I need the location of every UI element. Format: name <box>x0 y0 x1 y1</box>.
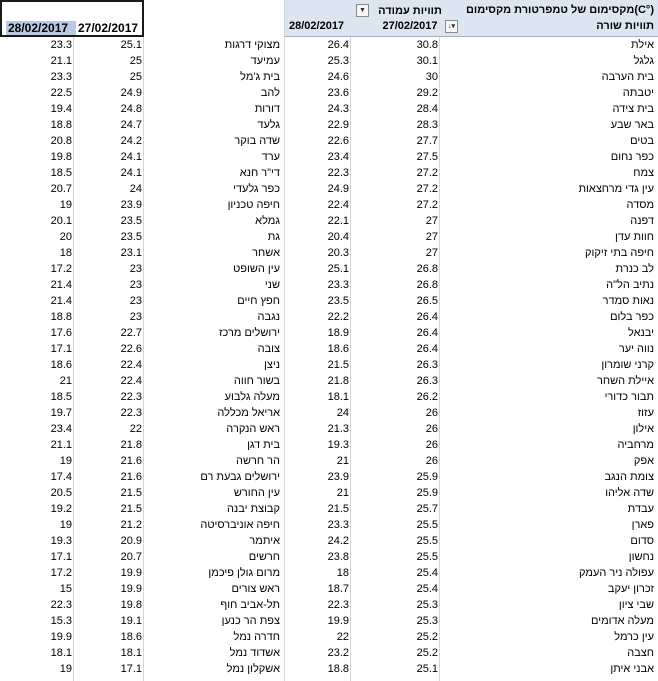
pivot-row-label[interactable]: חוות עדן <box>615 231 654 243</box>
left-value-27-02[interactable]: 21.5 <box>120 503 142 515</box>
pivot-row-label[interactable]: איילת השחר <box>596 375 654 387</box>
pivot-value-28-02[interactable]: 22.4 <box>327 199 349 211</box>
left-value-28-02[interactable]: 18.5 <box>50 391 72 403</box>
pivot-row-label[interactable]: צמח <box>633 167 654 179</box>
pivot-value-28-02[interactable]: 22.9 <box>327 119 349 131</box>
left-station-name[interactable]: גת <box>267 231 280 243</box>
pivot-value-27-02[interactable]: 27.2 <box>416 183 438 195</box>
left-value-28-02[interactable]: 21.4 <box>50 295 72 307</box>
left-station-name[interactable]: מעלה גלבוע <box>224 391 280 403</box>
pivot-value-27-02[interactable]: 27.2 <box>416 167 438 179</box>
left-value-27-02[interactable]: 18.1 <box>120 647 142 659</box>
pivot-row-label[interactable]: מרחביה <box>617 439 654 451</box>
table-row <box>0 629 658 645</box>
left-value-27-02[interactable]: 21.5 <box>120 487 142 499</box>
row-sort-filter-icon[interactable]: ↓▾ <box>445 20 458 33</box>
left-header-selection[interactable] <box>0 0 144 37</box>
left-station-name[interactable]: עין החורש <box>233 487 280 499</box>
left-value-28-02[interactable]: 15 <box>59 583 72 595</box>
pivot-value-27-02[interactable]: 26.8 <box>416 279 438 291</box>
left-value-28-02[interactable]: 20.8 <box>50 135 72 147</box>
left-value-27-02[interactable]: 17.1 <box>120 663 142 675</box>
left-value-27-02[interactable]: 20.7 <box>120 551 142 563</box>
pivot-row-label[interactable]: דפנה <box>630 215 654 227</box>
left-value-27-02[interactable]: 19.1 <box>120 615 142 627</box>
left-value-27-02[interactable]: 19.8 <box>120 599 142 611</box>
left-value-27-02[interactable]: 24.1 <box>120 151 142 163</box>
pivot-value-27-02[interactable]: 27.7 <box>416 135 438 147</box>
left-value-28-02[interactable]: 21.1 <box>50 439 72 451</box>
pivot-column-field-header <box>370 4 450 34</box>
pivot-value-28-02[interactable]: 23.9 <box>327 471 349 483</box>
left-station-name[interactable]: דורות <box>254 103 280 115</box>
pivot-header-date-1[interactable]: 28/02/2017 <box>289 20 345 32</box>
table-row <box>0 149 658 165</box>
left-station-name[interactable]: ראש צורים <box>231 583 280 595</box>
left-value-28-02[interactable]: 23.3 <box>50 71 72 83</box>
left-station-name[interactable]: חיפה אוניברסיטה <box>200 519 280 531</box>
pivot-value-28-02[interactable]: 18.1 <box>327 391 349 403</box>
left-station-name[interactable]: ראש הנקרה <box>226 423 280 435</box>
row-labels-title: תוויות שורה <box>596 20 654 32</box>
table-row <box>0 485 658 501</box>
pivot-row-label[interactable]: אילת <box>631 39 654 51</box>
left-station-name[interactable]: חרשים <box>248 551 280 563</box>
pivot-value-27-02[interactable]: 27.2 <box>416 199 438 211</box>
table-row <box>0 453 658 469</box>
left-station-name[interactable]: שדה בוקר <box>234 135 280 147</box>
table-row <box>0 501 658 517</box>
pivot-value-28-02[interactable]: 21 <box>336 487 349 499</box>
pivot-row-label[interactable]: עין גדי מרחצאות <box>578 183 654 195</box>
left-station-name[interactable]: בית דגן <box>247 439 280 451</box>
left-value-27-02[interactable]: 21.8 <box>120 439 142 451</box>
pivot-value-27-02[interactable]: 25.3 <box>416 599 438 611</box>
pivot-value-28-02[interactable]: 22.3 <box>327 599 349 611</box>
pivot-row-label[interactable]: עפולה ניר העמק <box>579 567 654 579</box>
left-value-28-02[interactable]: 22.3 <box>50 599 72 611</box>
left-value-27-02[interactable]: 22.4 <box>120 359 142 371</box>
pivot-value-27-02[interactable]: 25.3 <box>416 615 438 627</box>
pivot-row-label[interactable]: פארן <box>631 519 654 531</box>
table-row <box>0 661 658 677</box>
pivot-row-label[interactable]: תבור כדורי <box>604 391 654 403</box>
left-value-27-02[interactable]: 23 <box>129 279 142 291</box>
left-value-28-02[interactable]: 18.5 <box>50 167 72 179</box>
left-value-27-02[interactable]: 19.9 <box>120 583 142 595</box>
table-row <box>0 389 658 405</box>
pivot-row-label[interactable]: אפק <box>633 455 654 467</box>
left-value-28-02[interactable]: 19 <box>59 199 72 211</box>
table-row <box>0 581 658 597</box>
left-station-name[interactable]: שני <box>264 279 280 291</box>
table-row <box>0 613 658 629</box>
left-value-28-02[interactable]: 17.4 <box>50 471 72 483</box>
sheet-rows <box>0 37 658 677</box>
left-value-27-02[interactable]: 21.6 <box>120 455 142 467</box>
pivot-value-27-02[interactable]: 25.5 <box>416 551 438 563</box>
left-value-27-02[interactable]: 22.6 <box>120 343 142 355</box>
pivot-value-28-02[interactable]: 22.2 <box>327 311 349 323</box>
left-value-28-02[interactable]: 23.4 <box>50 423 72 435</box>
pivot-row-label[interactable]: שבי ציון <box>618 599 654 611</box>
table-row <box>0 469 658 485</box>
pivot-value-28-02[interactable]: 22.3 <box>327 167 349 179</box>
pivot-value-28-02[interactable]: 24.6 <box>327 71 349 83</box>
table-row <box>0 261 658 277</box>
left-value-27-02[interactable]: 24.2 <box>120 135 142 147</box>
left-value-27-02[interactable]: 25.1 <box>120 39 142 51</box>
left-value-28-02[interactable]: 20 <box>59 231 72 243</box>
pivot-row-label[interactable]: מעלה אדומים <box>590 615 654 627</box>
pivot-row-label[interactable]: סדום <box>630 535 654 547</box>
left-value-28-02[interactable]: 18.1 <box>50 647 72 659</box>
pivot-value-27-02[interactable]: 26.4 <box>416 311 438 323</box>
pivot-value-27-02[interactable]: 28.4 <box>416 103 438 115</box>
left-station-name[interactable]: תל-אביב חוף <box>220 599 280 611</box>
table-row <box>0 101 658 117</box>
table-row <box>0 373 658 389</box>
pivot-value-27-02[interactable]: 26 <box>425 455 438 467</box>
table-row <box>0 53 658 69</box>
pivot-value-28-02[interactable]: 18.8 <box>327 663 349 675</box>
left-value-27-02[interactable]: 22 <box>129 423 142 435</box>
pivot-row-label[interactable]: עין כרמל <box>614 631 654 643</box>
pivot-header-date-2[interactable]: 27/02/2017 <box>382 20 438 32</box>
pivot-value-28-02[interactable]: 18.9 <box>327 327 349 339</box>
left-value-28-02[interactable]: 18.8 <box>50 119 72 131</box>
left-value-28-02[interactable]: 18 <box>59 247 72 259</box>
pivot-value-27-02[interactable]: 26.3 <box>416 375 438 387</box>
pivot-value-27-02[interactable]: 30.8 <box>416 39 438 51</box>
pivot-row-label[interactable]: כפר בלום <box>610 311 654 323</box>
pivot-value-27-02[interactable]: 26.4 <box>416 343 438 355</box>
pivot-row-label[interactable]: שדה אליהו <box>605 487 654 499</box>
table-row <box>0 197 658 213</box>
pivot-value-27-02[interactable]: 26.8 <box>416 263 438 275</box>
left-value-27-02[interactable]: 23.9 <box>120 199 142 211</box>
left-value-28-02[interactable]: 19.4 <box>50 103 72 115</box>
pivot-value-28-02[interactable]: 21.8 <box>327 375 349 387</box>
left-value-27-02[interactable]: 24 <box>129 183 142 195</box>
pivot-value-27-02[interactable]: 26.5 <box>416 295 438 307</box>
left-value-27-02[interactable]: 18.6 <box>120 631 142 643</box>
pivot-row-label[interactable]: בית הערבה <box>601 71 654 83</box>
left-value-27-02[interactable]: 23 <box>129 263 142 275</box>
pivot-row-label[interactable]: נווה יער <box>618 343 654 355</box>
pivot-row-label[interactable]: עבדת <box>627 503 654 515</box>
table-row <box>0 69 658 85</box>
pivot-row-label[interactable]: אילון <box>632 423 654 435</box>
left-value-28-02[interactable]: 17.1 <box>50 551 72 563</box>
pivot-header <box>285 0 658 37</box>
pivot-value-28-02[interactable]: 23.5 <box>327 295 349 307</box>
table-row <box>0 341 658 357</box>
pivot-value-27-02[interactable]: 30 <box>425 71 438 83</box>
left-value-27-02[interactable]: 21.2 <box>120 519 142 531</box>
left-value-28-02[interactable]: 19.3 <box>50 535 72 547</box>
table-row <box>0 357 658 373</box>
left-value-27-02[interactable]: 23 <box>129 311 142 323</box>
pivot-row-label[interactable]: זכרון יעקב <box>607 583 654 595</box>
pivot-row-label[interactable]: קרני שומרון <box>601 359 654 371</box>
pivot-value-27-02[interactable]: 25.1 <box>416 663 438 675</box>
pivot-value-28-02[interactable]: 20.4 <box>327 231 349 243</box>
left-station-name[interactable]: אשדוד נמל <box>229 647 280 659</box>
left-value-27-02[interactable]: 22.3 <box>120 391 142 403</box>
pivot-value-28-02[interactable]: 21 <box>336 455 349 467</box>
left-value-27-02[interactable]: 23 <box>129 295 142 307</box>
left-value-28-02[interactable]: 17.2 <box>50 567 72 579</box>
left-station-name[interactable]: ירושלים מרכז <box>218 327 280 339</box>
pivot-value-27-02[interactable]: 25.4 <box>416 583 438 595</box>
pivot-value-27-02[interactable]: 25.5 <box>416 535 438 547</box>
pivot-value-27-02[interactable]: 27 <box>425 247 438 259</box>
pivot-row-label[interactable]: כפר נחום <box>610 151 654 163</box>
pivot-row-label[interactable]: עזוז <box>637 407 654 419</box>
pivot-row-label[interactable]: גלגל <box>633 55 654 67</box>
table-row <box>0 437 658 453</box>
left-value-28-02[interactable]: 21.1 <box>50 55 72 67</box>
pivot-row-label[interactable]: בית צידה <box>612 103 654 115</box>
pivot-row-label[interactable]: באר שבע <box>610 119 654 131</box>
pivot-row-label[interactable]: נחשון <box>628 551 654 563</box>
pivot-value-27-02[interactable]: 30.1 <box>416 55 438 67</box>
pivot-value-27-02[interactable]: 26.4 <box>416 327 438 339</box>
pivot-row-label[interactable]: חצבה <box>627 647 654 659</box>
left-value-27-02[interactable]: 24.7 <box>120 119 142 131</box>
table-row <box>0 597 658 613</box>
table-row <box>0 325 658 341</box>
table-row <box>0 517 658 533</box>
table-row <box>0 181 658 197</box>
left-station-name[interactable]: איתמר <box>249 535 280 547</box>
left-station-name[interactable]: בשור חווה <box>233 375 280 387</box>
value-field-title: מקסימום של טמפרטורת מקסימום(C°) <box>465 4 654 16</box>
left-station-name[interactable]: אשקלון נמל <box>226 663 280 675</box>
pivot-value-28-02[interactable]: 24.3 <box>327 103 349 115</box>
left-value-28-02[interactable]: 17.2 <box>50 263 72 275</box>
pivot-row-label[interactable]: נתיב הל"ה <box>606 279 654 291</box>
left-station-name[interactable]: קבוצת יבנה <box>226 503 280 515</box>
left-station-name[interactable]: די"ר חנא <box>239 167 280 179</box>
pivot-value-28-02[interactable]: 26.4 <box>327 39 349 51</box>
left-station-name[interactable]: מרום גולן פיכמן <box>208 567 280 579</box>
left-station-name[interactable]: גמלא <box>255 215 280 227</box>
pivot-value-28-02[interactable]: 23.4 <box>327 151 349 163</box>
pivot-value-28-02[interactable]: 22.6 <box>327 135 349 147</box>
left-value-28-02[interactable]: 19 <box>59 519 72 531</box>
pivot-value-27-02[interactable]: 26 <box>425 439 438 451</box>
left-value-28-02[interactable]: 19.2 <box>50 503 72 515</box>
pivot-value-28-02[interactable]: 23.2 <box>327 647 349 659</box>
left-value-27-02[interactable]: 24.8 <box>120 103 142 115</box>
table-row <box>0 645 658 661</box>
left-station-name[interactable]: בית ג'מל <box>240 71 280 83</box>
pivot-value-28-02[interactable]: 19.9 <box>327 615 349 627</box>
left-station-name[interactable]: גלעד <box>257 119 280 131</box>
pivot-value-27-02[interactable]: 26 <box>425 423 438 435</box>
pivot-row-label[interactable]: לב כנרת <box>615 263 654 275</box>
left-value-27-02[interactable]: 25 <box>129 55 142 67</box>
pivot-value-27-02[interactable]: 25.7 <box>416 503 438 515</box>
left-value-27-02[interactable]: 24.1 <box>120 167 142 179</box>
pivot-row-label[interactable]: חיפה בתי זיקוק <box>585 247 654 259</box>
table-row <box>0 37 658 53</box>
left-value-27-02[interactable]: 25 <box>129 71 142 83</box>
left-value-28-02[interactable]: 21 <box>59 375 72 387</box>
table-row <box>0 277 658 293</box>
table-row <box>0 405 658 421</box>
table-row <box>0 245 658 261</box>
table-row <box>0 229 658 245</box>
pivot-value-28-02[interactable]: 23.6 <box>327 87 349 99</box>
pivot-value-28-02[interactable]: 24 <box>336 407 349 419</box>
left-value-28-02[interactable]: 22.5 <box>50 87 72 99</box>
left-header-date-1[interactable]: 28/02/2017 <box>6 21 76 35</box>
pivot-value-28-02[interactable]: 25.3 <box>327 55 349 67</box>
left-station-name[interactable]: אשחר <box>252 247 280 259</box>
pivot-value-28-02[interactable]: 22.1 <box>327 215 349 227</box>
table-row <box>0 213 658 229</box>
pivot-value-28-02[interactable]: 21.5 <box>327 359 349 371</box>
left-value-28-02[interactable]: 19.7 <box>50 407 72 419</box>
pivot-value-27-02[interactable]: 26 <box>425 407 438 419</box>
left-value-27-02[interactable]: 22.7 <box>120 327 142 339</box>
left-station-name[interactable]: עין השופט <box>233 263 280 275</box>
pivot-value-28-02[interactable]: 19.3 <box>327 439 349 451</box>
pivot-value-28-02[interactable]: 22 <box>336 631 349 643</box>
left-station-name[interactable]: ניצן <box>264 359 280 371</box>
pivot-row-label[interactable]: יבנאל <box>627 327 654 339</box>
left-value-28-02[interactable]: 15.3 <box>50 615 72 627</box>
left-station-name[interactable]: ירושלים גבעת רם <box>200 471 280 483</box>
left-station-name[interactable]: נגבה <box>257 311 280 323</box>
left-station-name[interactable]: הר חרשה <box>235 455 280 467</box>
pivot-value-27-02[interactable]: 26.3 <box>416 359 438 371</box>
left-value-27-02[interactable]: 23.1 <box>120 247 142 259</box>
left-value-27-02[interactable]: 20.9 <box>120 535 142 547</box>
left-station-name[interactable]: חפץ חיים <box>237 295 280 307</box>
left-station-name[interactable]: חיפה טכניון <box>227 199 280 211</box>
left-station-name[interactable]: ערד <box>261 151 280 163</box>
left-station-name[interactable]: צובה <box>257 343 280 355</box>
left-station-name[interactable]: כפר גלעדי <box>233 183 280 195</box>
pivot-row-label[interactable]: נאות סמדר <box>602 295 654 307</box>
table-row <box>0 293 658 309</box>
table-row <box>0 309 658 325</box>
left-value-27-02[interactable]: 22.4 <box>120 375 142 387</box>
left-value-28-02[interactable]: 19 <box>59 455 72 467</box>
left-value-27-02[interactable]: 21.6 <box>120 471 142 483</box>
left-value-27-02[interactable]: 19.9 <box>120 567 142 579</box>
pivot-row-label[interactable]: יטבתה <box>622 87 654 99</box>
pivot-row-label[interactable]: מסדה <box>626 199 654 211</box>
pivot-value-27-02[interactable]: 27 <box>425 215 438 227</box>
pivot-value-28-02[interactable]: 18.6 <box>327 343 349 355</box>
left-value-28-02[interactable]: 20.1 <box>50 215 72 227</box>
pivot-value-27-02[interactable]: 29.2 <box>416 87 438 99</box>
left-value-27-02[interactable]: 23.5 <box>120 231 142 243</box>
pivot-value-27-02[interactable]: 25.4 <box>416 567 438 579</box>
table-row <box>0 133 658 149</box>
left-value-28-02[interactable]: 18.8 <box>50 311 72 323</box>
column-filter-dropdown-icon[interactable]: ▼ <box>356 4 369 17</box>
left-station-name[interactable]: אריאל מכללה <box>217 407 280 419</box>
pivot-value-27-02[interactable]: 27.5 <box>416 151 438 163</box>
left-value-28-02[interactable]: 17.1 <box>50 343 72 355</box>
left-value-28-02[interactable]: 19.9 <box>50 631 72 643</box>
pivot-value-28-02[interactable]: 18.7 <box>327 583 349 595</box>
pivot-value-28-02[interactable]: 18 <box>336 567 349 579</box>
table-row <box>0 533 658 549</box>
left-station-name[interactable]: צפת הר כנען <box>221 615 280 627</box>
pivot-value-27-02[interactable]: 25.2 <box>416 647 438 659</box>
column-labels-title: תוויות עמודה <box>378 5 442 17</box>
pivot-value-28-02[interactable]: 21.3 <box>327 423 349 435</box>
pivot-value-28-02[interactable]: 24.9 <box>327 183 349 195</box>
left-value-28-02[interactable]: 18.6 <box>50 359 72 371</box>
pivot-value-28-02[interactable]: 25.1 <box>327 263 349 275</box>
left-value-28-02[interactable]: 17.6 <box>50 327 72 339</box>
pivot-row-label[interactable]: צומת הנגב <box>604 471 654 483</box>
table-row <box>0 549 658 565</box>
pivot-value-28-02[interactable]: 23.8 <box>327 551 349 563</box>
left-value-28-02[interactable]: 19.8 <box>50 151 72 163</box>
table-row <box>0 421 658 437</box>
left-value-27-02[interactable]: 23.5 <box>120 215 142 227</box>
left-value-28-02[interactable]: 21.4 <box>50 279 72 291</box>
table-row <box>0 85 658 101</box>
pivot-value-27-02[interactable]: 25.9 <box>416 471 438 483</box>
left-value-28-02[interactable]: 20.5 <box>50 487 72 499</box>
left-value-27-02[interactable]: 22.3 <box>120 407 142 419</box>
left-station-name[interactable]: מצוקי דרגות <box>224 39 280 51</box>
left-value-28-02[interactable]: 19 <box>59 663 72 675</box>
pivot-value-27-02[interactable]: 25.9 <box>416 487 438 499</box>
left-station-name[interactable]: להב <box>260 87 280 99</box>
pivot-value-28-02[interactable]: 23.3 <box>327 519 349 531</box>
left-value-28-02[interactable]: 23.3 <box>50 39 72 51</box>
pivot-value-28-02[interactable]: 24.2 <box>327 535 349 547</box>
pivot-value-27-02[interactable]: 28.3 <box>416 119 438 131</box>
pivot-value-28-02[interactable]: 23.3 <box>327 279 349 291</box>
left-station-name[interactable]: עמיעד <box>250 55 280 67</box>
pivot-value-27-02[interactable]: 26.2 <box>416 391 438 403</box>
pivot-row-label[interactable]: אבני איתן <box>610 663 654 675</box>
left-value-28-02[interactable]: 20.7 <box>50 183 72 195</box>
pivot-row-label[interactable]: בטים <box>630 135 654 147</box>
left-station-name[interactable]: חדרה נמל <box>233 631 280 643</box>
pivot-value-27-02[interactable]: 27 <box>425 231 438 243</box>
left-value-27-02[interactable]: 24.9 <box>120 87 142 99</box>
pivot-value-27-02[interactable]: 25.2 <box>416 631 438 643</box>
table-row <box>0 165 658 181</box>
table-row <box>0 565 658 581</box>
left-header-date-2[interactable]: 27/02/2017 <box>78 21 139 35</box>
pivot-value-28-02[interactable]: 20.3 <box>327 247 349 259</box>
table-row <box>0 117 658 133</box>
pivot-value-28-02[interactable]: 21.5 <box>327 503 349 515</box>
pivot-value-27-02[interactable]: 25.5 <box>416 519 438 531</box>
